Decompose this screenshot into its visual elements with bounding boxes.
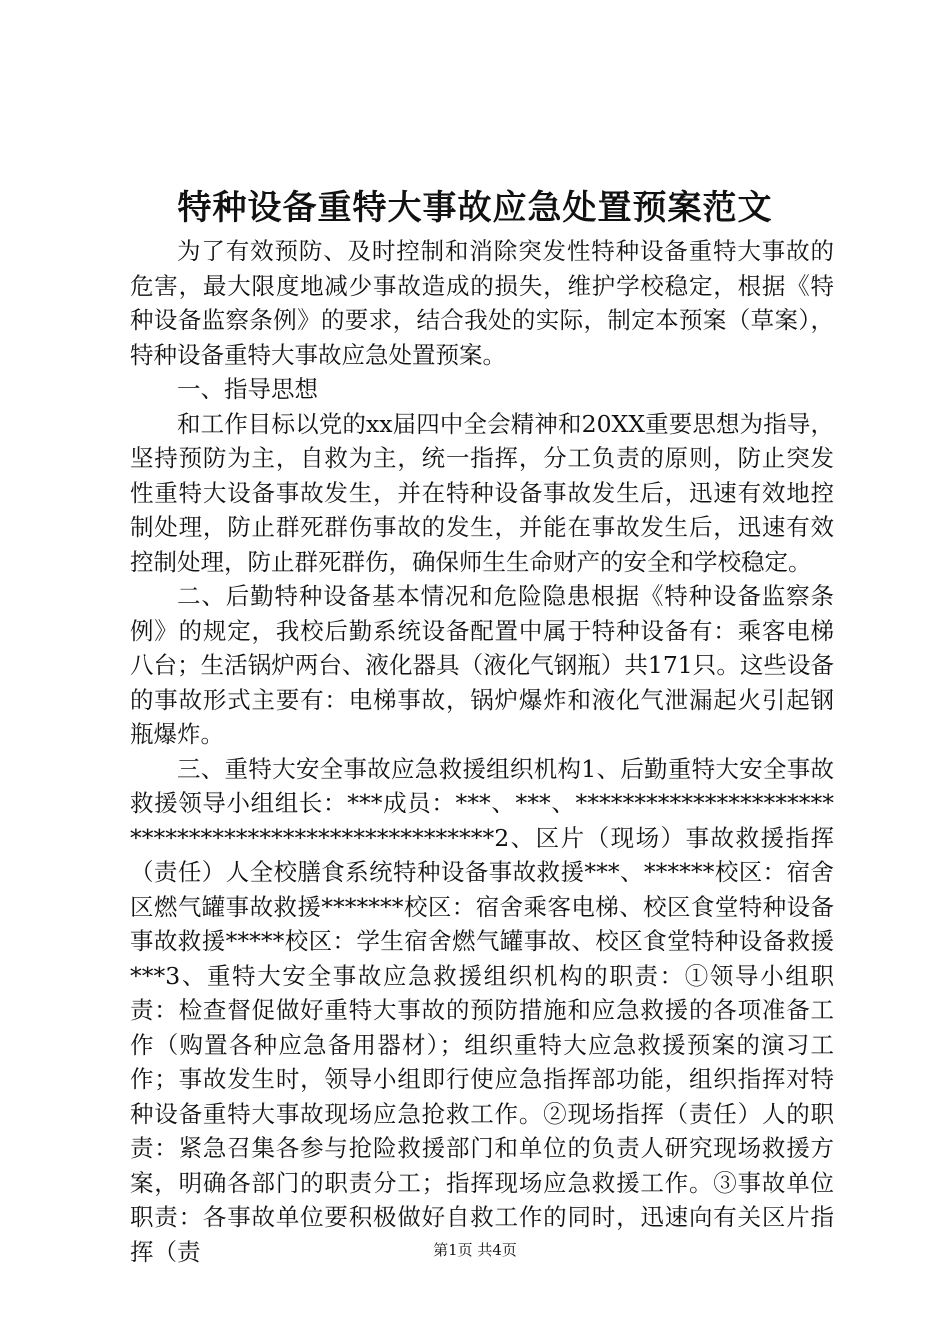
paragraph-guiding-principle: 和工作目标以党的xx届四中全会精神和20XX重要思想为指导，坚持预防为主，自救为主，统一指挥，分工负责的原则，防止突发性重特大设备事故发生，并在特种设备事故发生后，迅速有效地控制处理，防止群死群伤事故的发生，并能在事故发生后，迅速有效控制处理，防止群死群伤，确保师生生命财产的安全和学校稳定。 xyxy=(130,409,834,576)
paragraph-intro: 为了有效预防、及时控制和消除突发性特种设备重特大事故的危害，最大限度地减少事故造成的损失，维护学校稳定，根据《特种设备监察条例》的要求，结合我处的实际，制定本预案（草案），特种设备重特大事故应急处置预案。 xyxy=(130,237,834,369)
paragraph-organization: 三、重特大安全事故应急救援组织机构1、后勤重特大安全事故救援领导小组组长：***成员：***、***、*****************************************************2、区片（现场）事故救援指挥（责任）人全校膳食系统特种设备事故救援***、******校区：宿舍区燃气罐事故救援*******校区：宿舍乘客电梯、校区食堂特种设备事故救援*****校区：学生宿舍燃气罐事故、校区食堂特种设备救援***3、重特大安全事故应急救援组织机构的职责：①领导小组职责：检查督促做好重特大事故的预防措施和应急救援的各项准备工作（购置各种应急备用器材）；组织重特大应急救援预案的演习工作；事故发生时，领导小组即行使应急指挥部功能，组织指挥对特种设备重特大事故现场应急抢救工作。②现场指挥（责任）人的职责：紧急召集各参与抢险救援部门和单位的负责人研究现场救援方案，明确各部门的职责分工；指挥现场应急救援工作。③事故单位职责：各事故单位要积极做好自救工作的同时，迅速向有关区片指挥（责 xyxy=(130,754,834,1266)
paragraph-equipment-status: 二、后勤特种设备基本情况和危险隐患根据《特种设备监察条例》的规定，我校后勤系统设备配置中属于特种设备有：乘客电梯八台；生活锅炉两台、液化器具（液化气钢瓶）共171只。这些设备的事故形式主要有：电梯事故，锅炉爆炸和液化气泄漏起火引起钢瓶爆炸。 xyxy=(130,582,834,748)
document-title: 特种设备重特大事故应急处置预案范文 xyxy=(177,188,773,228)
page-number-footer: 第1页 共4页 xyxy=(433,1241,517,1259)
document-body xyxy=(130,234,834,1269)
section-heading-guiding-principle: 一、指导思想 xyxy=(177,375,318,403)
